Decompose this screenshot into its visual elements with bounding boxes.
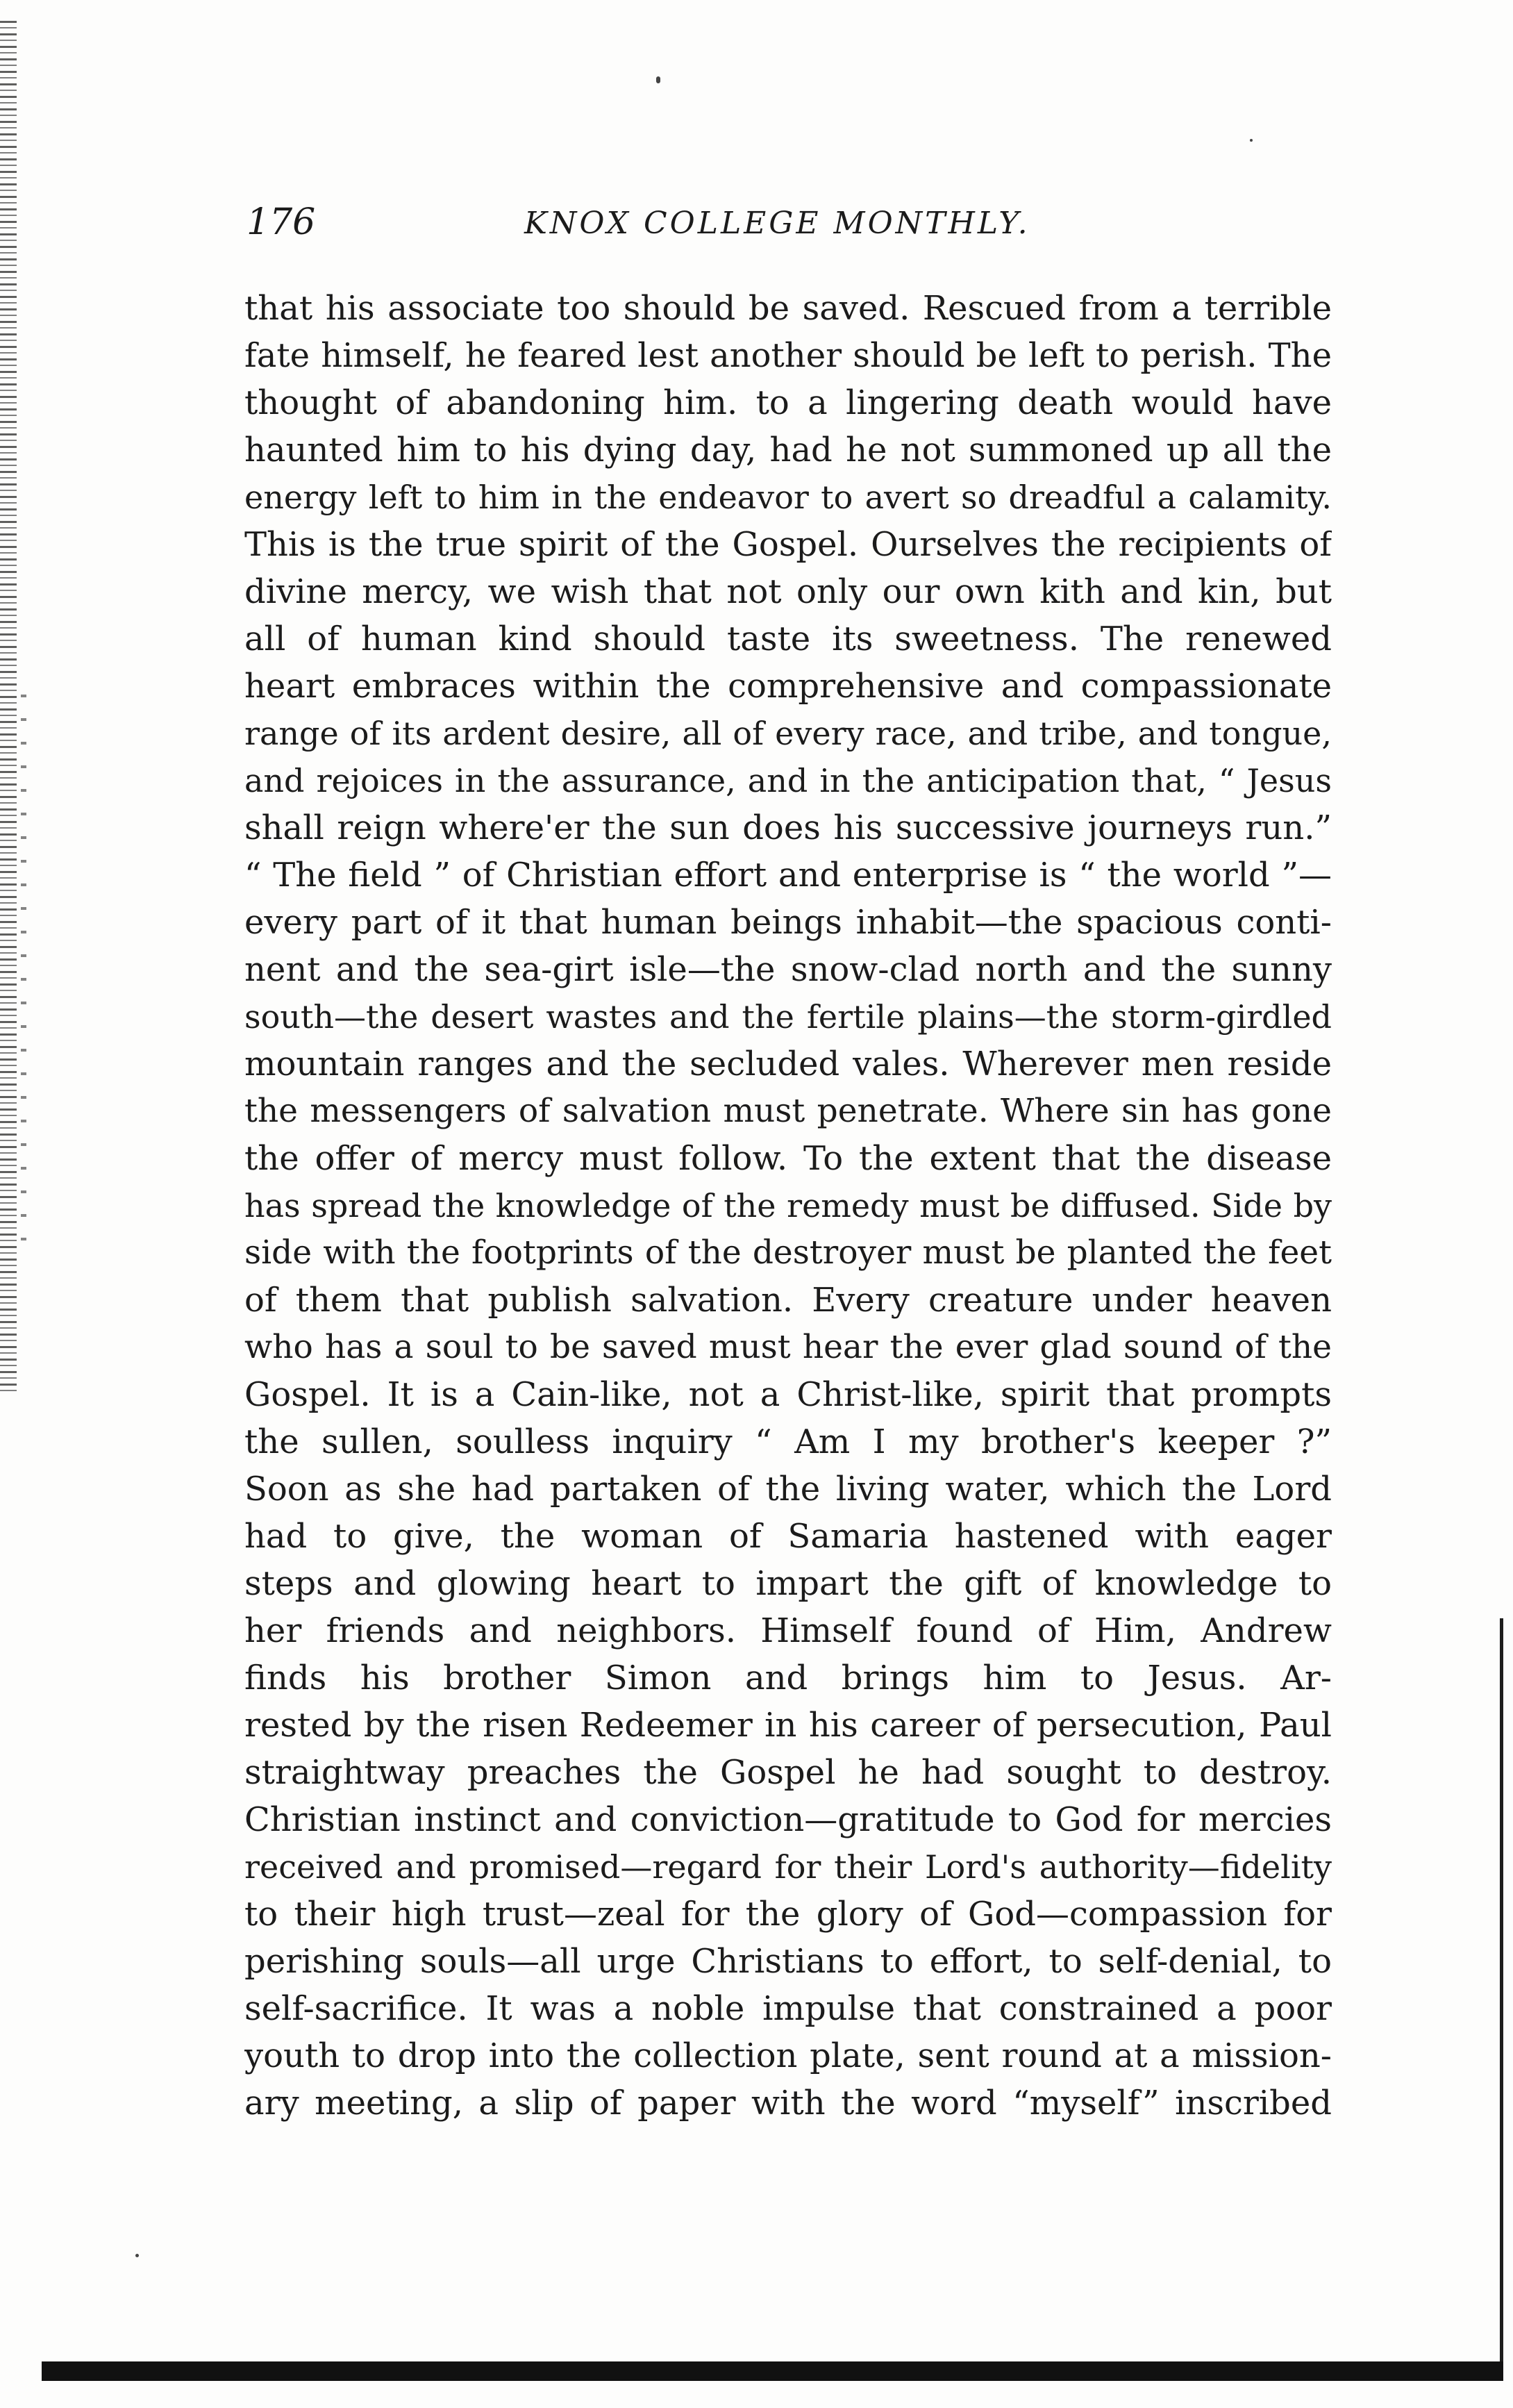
right-border-rule xyxy=(1500,1618,1503,2368)
text-line: shall reign where'er the sun does his successive journeys run.” xyxy=(244,808,1332,847)
text-line: to their high trust—zeal for the glory of God—compassion for xyxy=(244,1895,1332,1934)
text-line: the sullen, soulless inquiry “ Am I my brother's keeper ?” xyxy=(244,1422,1332,1461)
text-line: side with the footprints of the destroyer must be planted the feet xyxy=(244,1234,1332,1272)
text-line: south—the desert wastes and the fertile plains—the storm-girdled xyxy=(244,998,1332,1036)
text-line: youth to drop into the collection plate, sent round at a mission- xyxy=(244,2036,1332,2075)
text-line: Soon as she had partaken of the living water, which the Lord xyxy=(244,1470,1332,1509)
text-line: perishing souls—all urge Christians to effort, to self-denial, to xyxy=(244,1942,1332,1981)
text-line: has spread the knowledge of the remedy must be diffused. Side by xyxy=(244,1187,1332,1224)
binding-dots-artifact xyxy=(21,695,26,1250)
text-line: range of its ardent desire, all of every race, and tribe, and tongue, xyxy=(244,715,1332,752)
text-line: rested by the risen Redeemer in his career of persecution, Paul xyxy=(244,1706,1332,1745)
text-line: divine mercy, we wish that not only our own kith and kin, but xyxy=(244,572,1332,611)
scan-speck xyxy=(1250,139,1253,142)
scan-speck xyxy=(135,2254,139,2257)
text-line: mountain ranges and the secluded vales. Wherever men reside xyxy=(244,1045,1332,1083)
text-line: Christian instinct and conviction—gratitude to God for mercies xyxy=(244,1800,1332,1839)
text-line: the messengers of salvation must penetrate. Where sin has gone xyxy=(244,1092,1332,1130)
text-line: of them that publish salvation. Every creature under heaven xyxy=(244,1281,1332,1320)
text-line: that his associate too should be saved. Rescued from a terrible xyxy=(244,289,1332,328)
text-line: finds his brother Simon and brings him to Jesus. Ar- xyxy=(244,1659,1332,1697)
body-text xyxy=(244,285,1332,2127)
text-line: Gospel. It is a Cain-like, not a Christ-like, spirit that prompts xyxy=(244,1375,1332,1414)
text-line: her friends and neighbors. Himself found of Him, Andrew xyxy=(244,1611,1332,1650)
text-line: heart embraces within the comprehensive and compassionate xyxy=(244,667,1332,706)
text-line: energy left to him in the endeavor to avert so dreadful a calamity. xyxy=(244,479,1332,516)
scan-speck xyxy=(656,76,660,83)
text-line: fate himself, he feared lest another should be left to perish. The xyxy=(244,336,1332,375)
text-line: the offer of mercy must follow. To the extent that the disease xyxy=(244,1139,1332,1178)
text-line: received and promised—regard for their Lord's authority—fidelity xyxy=(244,1848,1332,1886)
text-line: steps and glowing heart to impart the gift of knowledge to xyxy=(244,1564,1332,1603)
text-line: all of human kind should taste its sweetness. The renewed xyxy=(244,620,1332,658)
running-title: KNOX COLLEGE MONTHLY. xyxy=(524,206,1030,241)
text-line: every part of it that human beings inhabit—the spacious conti- xyxy=(244,903,1332,942)
text-line: had to give, the woman of Samaria hastened with eager xyxy=(244,1517,1332,1556)
text-line: nent and the sea-girt isle—the snow-clad north and the sunny xyxy=(244,950,1332,989)
page-number: 176 xyxy=(246,201,316,243)
text-line: and rejoices in the assurance, and in the anticipation that, “ Jesus xyxy=(244,762,1332,799)
text-line: This is the true spirit of the Gospel. Ourselves the recipients of xyxy=(244,525,1332,564)
text-line: straightway preaches the Gospel he had sought to destroy. xyxy=(244,1753,1332,1792)
text-line: haunted him to his dying day, had he not summoned up all the xyxy=(244,431,1332,470)
text-line: “ The field ” of Christian effort and enterprise is “ the world ”— xyxy=(244,856,1332,895)
text-line: ary meeting, a slip of paper with the word “myself” inscribed xyxy=(244,2084,1332,2123)
page-header xyxy=(246,201,1330,257)
bottom-border-rule xyxy=(42,2361,1503,2381)
text-line: thought of abandoning him. to a lingering death would have xyxy=(244,383,1332,422)
binding-edge-artifact xyxy=(0,21,17,1396)
text-line: who has a soul to be saved must hear the ever glad sound of the xyxy=(244,1328,1332,1366)
text-line: self-sacrifice. It was a noble impulse that constrained a poor xyxy=(244,1989,1332,2028)
